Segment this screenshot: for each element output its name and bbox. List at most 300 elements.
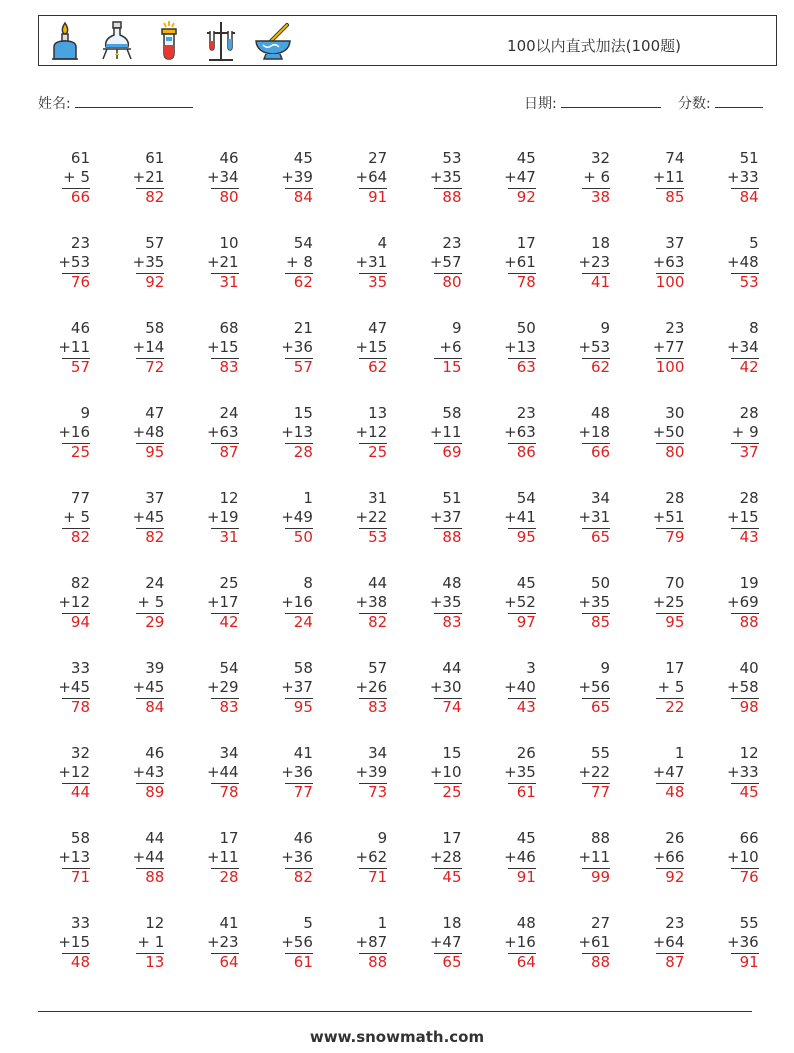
sum-answer: 65 xyxy=(591,528,611,546)
addition-problem xyxy=(424,318,462,388)
addend-bottom: +62 xyxy=(355,848,388,866)
sum-line xyxy=(285,698,313,699)
addend-top: 58 xyxy=(70,829,90,847)
addition-problem xyxy=(572,913,610,983)
sum-answer: 43 xyxy=(739,528,759,546)
sum-answer: 78 xyxy=(70,698,90,716)
name-label: 姓名: xyxy=(38,96,71,112)
addition-problem xyxy=(275,148,313,218)
sum-line xyxy=(731,953,759,954)
addend-bottom: +18 xyxy=(578,423,611,441)
addend-bottom: +11 xyxy=(652,168,685,186)
addend-bottom: +69 xyxy=(727,593,759,611)
addend-top: 47 xyxy=(145,404,165,422)
addend-bottom: +45 xyxy=(132,678,165,696)
addend-bottom: +56 xyxy=(281,933,313,951)
sum-line xyxy=(656,613,684,614)
problem-row xyxy=(52,913,772,983)
addition-problem xyxy=(349,828,387,898)
sum-line xyxy=(656,273,684,274)
addend-bottom: +35 xyxy=(578,593,611,611)
sum-answer: 57 xyxy=(293,358,313,376)
addend-top: 12 xyxy=(145,914,165,932)
addend-bottom: + 9 xyxy=(731,423,759,441)
addition-problem xyxy=(52,743,90,813)
sum-answer: 43 xyxy=(516,698,536,716)
addition-problem xyxy=(721,913,759,983)
addend-bottom: +40 xyxy=(504,678,536,696)
sum-line xyxy=(359,783,387,784)
addend-top: 23 xyxy=(665,914,685,932)
sum-line xyxy=(285,783,313,784)
addend-bottom: + 8 xyxy=(286,253,313,271)
addend-bottom: +35 xyxy=(132,253,165,271)
addend-bottom: +63 xyxy=(206,423,239,441)
addend-top: 34 xyxy=(368,744,388,762)
sum-line xyxy=(136,953,164,954)
addend-top: 31 xyxy=(368,489,388,507)
sum-answer: 86 xyxy=(516,443,536,461)
addition-problem xyxy=(721,573,759,643)
addend-bottom: +39 xyxy=(355,763,388,781)
addition-problem xyxy=(201,573,239,643)
sum-answer: 66 xyxy=(70,188,90,206)
addend-top: 33 xyxy=(70,914,90,932)
addition-problem xyxy=(349,148,387,218)
sum-line xyxy=(285,188,313,189)
sum-line xyxy=(434,953,462,954)
sum-line xyxy=(508,953,536,954)
addend-top: 45 xyxy=(516,574,536,592)
addend-top: 9 xyxy=(451,319,462,337)
sum-answer: 92 xyxy=(665,868,685,886)
addition-problem xyxy=(646,318,684,388)
addend-top: 32 xyxy=(591,149,611,167)
sum-answer: 100 xyxy=(655,273,685,291)
sum-line xyxy=(285,443,313,444)
addend-top: 58 xyxy=(442,404,462,422)
addend-bottom: +19 xyxy=(206,508,239,526)
addend-top: 9 xyxy=(600,659,611,677)
sum-line xyxy=(285,528,313,529)
name-blank xyxy=(75,93,193,108)
sum-line xyxy=(62,698,90,699)
addend-bottom: +36 xyxy=(281,338,313,356)
header-box xyxy=(38,15,777,66)
addition-problem xyxy=(349,913,387,983)
addend-bottom: +41 xyxy=(504,508,536,526)
sum-answer: 61 xyxy=(516,783,536,801)
sum-line xyxy=(359,698,387,699)
sum-line xyxy=(731,188,759,189)
addition-problem xyxy=(498,233,536,303)
addition-problem xyxy=(424,148,462,218)
addend-bottom: +11 xyxy=(429,423,462,441)
sum-answer: 24 xyxy=(293,613,313,631)
addend-bottom: +6 xyxy=(439,338,462,356)
addend-top: 17 xyxy=(442,829,462,847)
addition-problem xyxy=(498,488,536,558)
addend-bottom: +33 xyxy=(727,763,759,781)
sum-line xyxy=(359,273,387,274)
addend-top: 18 xyxy=(442,914,462,932)
sum-line xyxy=(508,698,536,699)
addition-problem xyxy=(646,403,684,473)
sum-line xyxy=(508,528,536,529)
addition-problem xyxy=(349,658,387,728)
addition-problem xyxy=(424,488,462,558)
addend-bottom: +16 xyxy=(504,933,536,951)
addition-problem xyxy=(498,828,536,898)
addend-bottom: +43 xyxy=(132,763,165,781)
addend-bottom: +35 xyxy=(429,168,462,186)
addend-top: 88 xyxy=(591,829,611,847)
sum-answer: 35 xyxy=(368,273,388,291)
addend-top: 54 xyxy=(293,234,313,252)
addend-bottom: +21 xyxy=(206,253,239,271)
addition-problem xyxy=(572,488,610,558)
sum-line xyxy=(136,528,164,529)
sum-line xyxy=(434,528,462,529)
sum-answer: 95 xyxy=(665,613,685,631)
addend-top: 23 xyxy=(70,234,90,252)
addend-top: 50 xyxy=(591,574,611,592)
addition-problem xyxy=(126,658,164,728)
sum-answer: 22 xyxy=(665,698,685,716)
sum-line xyxy=(62,273,90,274)
problem-row xyxy=(52,488,772,558)
addition-problem xyxy=(201,743,239,813)
sum-answer: 69 xyxy=(442,443,462,461)
addition-problem xyxy=(349,233,387,303)
addend-top: 45 xyxy=(516,829,536,847)
sum-line xyxy=(656,188,684,189)
sum-answer: 37 xyxy=(739,443,759,461)
addition-problem xyxy=(126,573,164,643)
addition-problem xyxy=(424,233,462,303)
addition-problem xyxy=(646,148,684,218)
sum-answer: 31 xyxy=(219,273,239,291)
problem-row xyxy=(52,403,772,473)
addition-problem xyxy=(646,913,684,983)
addend-top: 66 xyxy=(739,829,759,847)
sum-answer: 82 xyxy=(368,613,388,631)
addition-problem xyxy=(275,743,313,813)
sum-line xyxy=(508,783,536,784)
sum-answer: 76 xyxy=(70,273,90,291)
addition-problem xyxy=(126,148,164,218)
addend-top: 9 xyxy=(377,829,388,847)
sum-answer: 48 xyxy=(70,953,90,971)
sum-line xyxy=(211,953,239,954)
addition-problem xyxy=(201,913,239,983)
addition-problem xyxy=(721,403,759,473)
addend-top: 15 xyxy=(442,744,462,762)
addend-top: 48 xyxy=(442,574,462,592)
sum-line xyxy=(731,698,759,699)
addend-bottom: +47 xyxy=(429,933,462,951)
addend-top: 68 xyxy=(219,319,239,337)
date-field xyxy=(524,93,661,113)
sum-line xyxy=(62,868,90,869)
addend-top: 40 xyxy=(739,659,759,677)
addend-top: 13 xyxy=(368,404,388,422)
sum-answer: 72 xyxy=(145,358,165,376)
sum-line xyxy=(582,188,610,189)
sum-line xyxy=(731,273,759,274)
addend-bottom: +23 xyxy=(578,253,611,271)
addend-top: 3 xyxy=(526,659,536,677)
sum-line xyxy=(656,783,684,784)
sum-line xyxy=(731,783,759,784)
addend-top: 27 xyxy=(368,149,388,167)
addend-top: 15 xyxy=(293,404,313,422)
addend-bottom: +16 xyxy=(281,593,313,611)
addend-top: 44 xyxy=(368,574,388,592)
addition-problem xyxy=(275,573,313,643)
addend-bottom: +11 xyxy=(58,338,90,356)
sum-answer: 95 xyxy=(516,528,536,546)
sum-answer: 84 xyxy=(145,698,165,716)
addition-problem xyxy=(424,743,462,813)
addend-bottom: +30 xyxy=(429,678,462,696)
sum-line xyxy=(136,698,164,699)
sum-answer: 97 xyxy=(516,613,536,631)
addition-problem xyxy=(201,233,239,303)
addend-top: 51 xyxy=(442,489,462,507)
addend-top: 26 xyxy=(516,744,536,762)
sum-line xyxy=(136,188,164,189)
addend-bottom: +47 xyxy=(652,763,685,781)
addend-bottom: +51 xyxy=(652,508,685,526)
addend-top: 48 xyxy=(591,404,611,422)
sum-answer: 88 xyxy=(442,188,462,206)
addition-problem xyxy=(52,403,90,473)
problem-row xyxy=(52,148,772,218)
sum-answer: 88 xyxy=(368,953,388,971)
addend-bottom: +10 xyxy=(429,763,462,781)
sum-answer: 83 xyxy=(219,358,239,376)
sum-answer: 38 xyxy=(591,188,611,206)
addend-bottom: +12 xyxy=(58,763,90,781)
addend-bottom: +38 xyxy=(355,593,388,611)
sum-line xyxy=(211,868,239,869)
sum-line xyxy=(656,358,684,359)
mortar-pestle-icon xyxy=(251,19,295,63)
addend-bottom: +22 xyxy=(355,508,388,526)
sum-line xyxy=(62,528,90,529)
addend-bottom: +14 xyxy=(132,338,165,356)
sum-answer: 88 xyxy=(145,868,165,886)
flask-on-stand-icon xyxy=(95,19,139,63)
addition-problem xyxy=(498,658,536,728)
addend-bottom: +58 xyxy=(727,678,759,696)
sum-line xyxy=(508,868,536,869)
addition-problem xyxy=(201,403,239,473)
sum-answer: 88 xyxy=(739,613,759,631)
addend-top: 46 xyxy=(145,744,165,762)
addend-top: 54 xyxy=(516,489,536,507)
addend-top: 44 xyxy=(145,829,165,847)
addend-bottom: +57 xyxy=(429,253,462,271)
addend-bottom: +21 xyxy=(132,168,165,186)
addend-bottom: +36 xyxy=(281,848,313,866)
addend-bottom: +28 xyxy=(429,848,462,866)
addend-top: 21 xyxy=(293,319,313,337)
addition-problem xyxy=(349,318,387,388)
addition-problem xyxy=(275,658,313,728)
sum-line xyxy=(508,443,536,444)
sum-answer: 62 xyxy=(293,273,313,291)
addition-problem xyxy=(572,148,610,218)
sum-line xyxy=(359,188,387,189)
addition-problem xyxy=(424,828,462,898)
sum-answer: 13 xyxy=(145,953,165,971)
sum-line xyxy=(211,358,239,359)
sum-answer: 82 xyxy=(70,528,90,546)
sum-line xyxy=(136,613,164,614)
addend-bottom: +35 xyxy=(429,593,462,611)
sum-line xyxy=(62,443,90,444)
addend-top: 74 xyxy=(665,149,685,167)
sum-answer: 98 xyxy=(739,698,759,716)
addend-top: 37 xyxy=(145,489,165,507)
sum-answer: 77 xyxy=(293,783,313,801)
sum-answer: 88 xyxy=(442,528,462,546)
addend-top: 26 xyxy=(665,829,685,847)
addition-problem xyxy=(52,573,90,643)
addend-top: 30 xyxy=(665,404,685,422)
sum-answer: 79 xyxy=(665,528,685,546)
sum-line xyxy=(62,358,90,359)
sum-line xyxy=(136,443,164,444)
sum-line xyxy=(211,783,239,784)
sum-answer: 78 xyxy=(516,273,536,291)
addend-bottom: +56 xyxy=(578,678,611,696)
sum-line xyxy=(508,188,536,189)
sum-line xyxy=(359,443,387,444)
footer-site: www.snowmath.com xyxy=(309,1028,485,1046)
sum-line xyxy=(211,613,239,614)
addend-bottom: + 1 xyxy=(137,933,165,951)
sum-answer: 53 xyxy=(368,528,388,546)
addend-bottom: +35 xyxy=(504,763,536,781)
addition-problem xyxy=(349,488,387,558)
sum-answer: 87 xyxy=(665,953,685,971)
addend-top: 5 xyxy=(749,234,759,252)
addend-top: 17 xyxy=(516,234,536,252)
addend-bottom: +39 xyxy=(281,168,313,186)
addition-problem xyxy=(572,658,610,728)
addition-problem xyxy=(424,913,462,983)
sum-line xyxy=(731,358,759,359)
addition-problem xyxy=(126,403,164,473)
addition-problem xyxy=(498,148,536,218)
sum-line xyxy=(731,528,759,529)
addend-top: 58 xyxy=(145,319,165,337)
addend-bottom: +12 xyxy=(58,593,90,611)
sum-answer: 71 xyxy=(368,868,388,886)
addition-problem xyxy=(721,658,759,728)
addend-bottom: +63 xyxy=(504,423,536,441)
addend-top: 39 xyxy=(145,659,165,677)
sum-line xyxy=(582,953,610,954)
sum-answer: 74 xyxy=(442,698,462,716)
sum-answer: 61 xyxy=(293,953,313,971)
addend-bottom: +15 xyxy=(355,338,388,356)
addend-bottom: +25 xyxy=(652,593,685,611)
addend-top: 51 xyxy=(739,149,759,167)
sum-answer: 25 xyxy=(70,443,90,461)
addition-problem xyxy=(721,318,759,388)
sum-line xyxy=(211,273,239,274)
addend-top: 44 xyxy=(442,659,462,677)
addition-problem xyxy=(572,403,610,473)
addend-bottom: +15 xyxy=(206,338,239,356)
sum-answer: 80 xyxy=(665,443,685,461)
addend-bottom: +63 xyxy=(652,253,685,271)
sum-line xyxy=(136,273,164,274)
sum-answer: 48 xyxy=(665,783,685,801)
addition-problem xyxy=(572,828,610,898)
addition-problem xyxy=(52,658,90,728)
addend-bottom: +17 xyxy=(206,593,239,611)
sum-answer: 45 xyxy=(442,868,462,886)
addition-problem xyxy=(498,743,536,813)
sum-answer: 92 xyxy=(145,273,165,291)
addend-top: 57 xyxy=(145,234,165,252)
addend-top: 37 xyxy=(665,234,685,252)
addend-bottom: + 5 xyxy=(63,168,90,186)
addend-top: 47 xyxy=(368,319,388,337)
sum-answer: 92 xyxy=(516,188,536,206)
addend-top: 55 xyxy=(591,744,611,762)
addend-bottom: +23 xyxy=(206,933,239,951)
addend-top: 4 xyxy=(377,234,388,252)
sum-line xyxy=(136,868,164,869)
addition-problem xyxy=(275,233,313,303)
sum-answer: 53 xyxy=(739,273,759,291)
addend-top: 61 xyxy=(70,149,90,167)
sum-answer: 44 xyxy=(70,783,90,801)
addend-top: 10 xyxy=(219,234,239,252)
addend-bottom: +46 xyxy=(504,848,536,866)
addend-top: 1 xyxy=(303,489,313,507)
addition-problem xyxy=(646,233,684,303)
page-title: 100以内直式加法(100题) xyxy=(507,37,681,55)
addition-problem xyxy=(721,488,759,558)
sum-answer: 50 xyxy=(293,528,313,546)
addend-top: 5 xyxy=(303,914,313,932)
sum-answer: 95 xyxy=(145,443,165,461)
sum-line xyxy=(359,613,387,614)
score-blank xyxy=(715,93,763,108)
addend-bottom: +44 xyxy=(206,763,239,781)
sum-line xyxy=(285,273,313,274)
addition-problem xyxy=(721,743,759,813)
addition-problem xyxy=(201,828,239,898)
addend-bottom: +47 xyxy=(504,168,536,186)
addition-problem xyxy=(201,148,239,218)
addend-bottom: +33 xyxy=(727,168,759,186)
addition-problem xyxy=(349,403,387,473)
sum-line xyxy=(508,613,536,614)
addition-problem xyxy=(52,148,90,218)
sum-answer: 71 xyxy=(70,868,90,886)
addend-bottom: +10 xyxy=(727,848,759,866)
sum-answer: 91 xyxy=(516,868,536,886)
sum-answer: 91 xyxy=(368,188,388,206)
